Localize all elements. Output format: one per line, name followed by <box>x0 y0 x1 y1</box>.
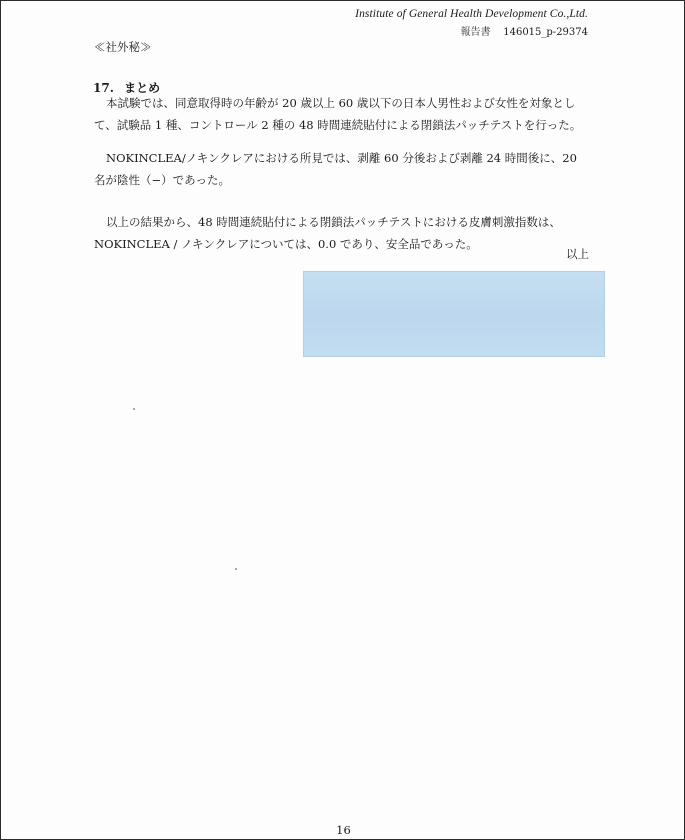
paragraph-text: NOKINCLEA/ノキンクレアにおける所見では、剥離 60 分後および剥離 24 時間後に、20 名が陰性（−）であった。 <box>94 151 577 187</box>
paragraph-text: 本試験では、同意取得時の年齢が 20 歳以上 60 歳以下の日本人男性および女性を対象として、試験品 1 種、コントロール 2 種の 48 時間連続貼付による閉鎖法パッチテストを行った。 <box>94 96 582 132</box>
header-institute: Institute of General Health Development Co.,Ltd. <box>355 8 588 20</box>
scan-speck <box>235 568 237 570</box>
summary-paragraph-method <box>94 92 590 136</box>
report-number: 146015_p-29374 <box>503 27 588 38</box>
paragraph-text: 以上の結果から、48 時間連続貼付による閉鎖法パッチテストにおける皮膚刺激指数は、NOKINCLEA / ノキンクレアについては、0.0 であり、安全品であった。 <box>94 215 561 251</box>
closing-mark: 以上 <box>566 247 589 261</box>
confidential-mark: ≪社外秘≫ <box>94 40 152 54</box>
report-label: 報告書 <box>460 27 491 38</box>
section-title: まとめ <box>124 81 161 95</box>
summary-paragraph-conclusion <box>94 211 590 255</box>
header-report-id <box>461 23 589 38</box>
scan-speck <box>133 408 135 410</box>
redacted-seal-area <box>303 271 605 357</box>
page-number: 16 <box>336 823 351 837</box>
summary-paragraph-findings <box>94 147 590 191</box>
section-number: 17. <box>93 81 114 95</box>
